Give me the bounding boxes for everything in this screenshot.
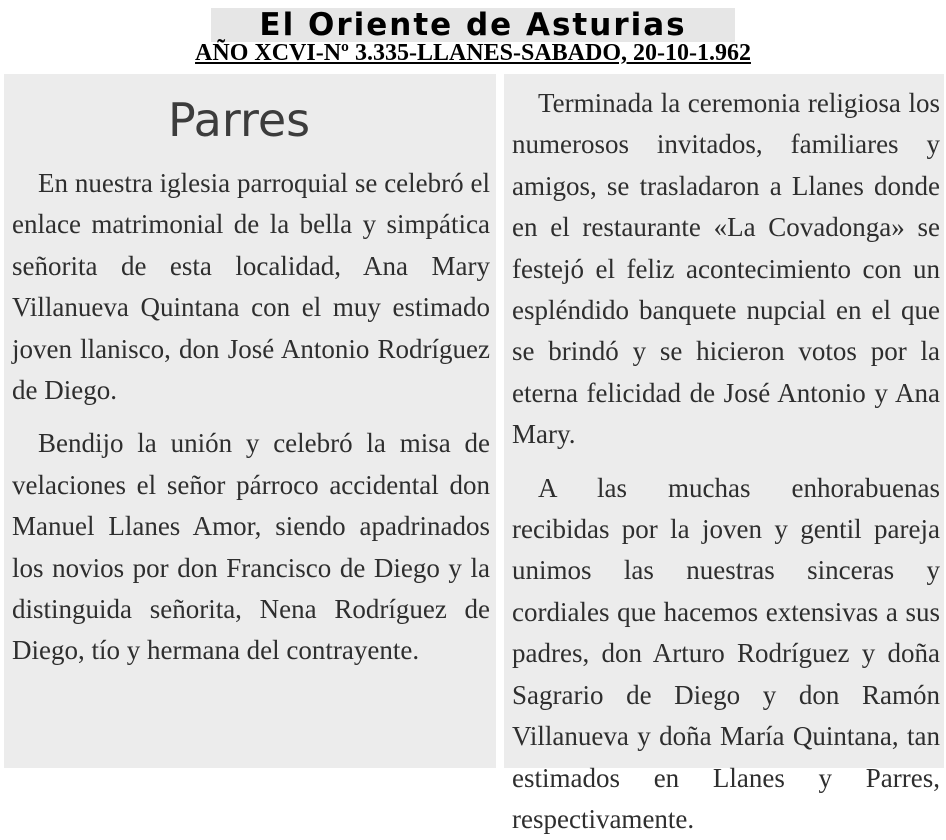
masthead [211, 8, 735, 42]
left-column-text [12, 163, 490, 672]
right-column-text [512, 83, 940, 840]
article-left-column [4, 74, 496, 768]
article-right-column [504, 74, 944, 834]
paragraph: Terminada la ceremonia religiosa los numerosos invitados, familiares y amigos, se trasladaron a Llanes donde en el restaurante «La Covadonga» se festejó el feliz acontecimiento con un espléndido banquete nupcial en el que se brindó y se hicieron votos por la eterna felicidad de José Antonio y Ana Mary. [512, 88, 940, 450]
article-title: Parres [168, 93, 311, 147]
paragraph: A las muchas enhorabuenas recibidas por la joven y gentil pareja unimos las nuestras sinceras y cordiales que hacemos extensivas a sus padres, don Arturo Rodríguez y doña Sagrario de Diego y don Ramón Villanueva y doña María Quintana, tan estimados en Llanes y Parres, respectivamente. [512, 472, 940, 834]
paragraph: En nuestra iglesia parroquial se celebró el enlace matrimonial de la bella y simpática señorita de esta localidad, Ana Mary Villanueva Quintana con el muy estimado joven llanisco, don José Antonio Rodríguez de Diego. [12, 168, 490, 406]
paragraph: Bendijo la unión y celebró la misa de velaciones el señor párroco accidental don Manuel Llanes Amor, siendo apadrinados los novios por don Francisco de Diego y la distinguida señorita, Nena Rodríguez de Diego, tío y hermana del contrayente. [12, 428, 490, 666]
dateline: AÑO XCVI-Nº 3.335-LLANES-SABADO, 20-10-1.962 [195, 40, 751, 66]
newspaper-name: El Oriente de Asturias [259, 7, 687, 43]
